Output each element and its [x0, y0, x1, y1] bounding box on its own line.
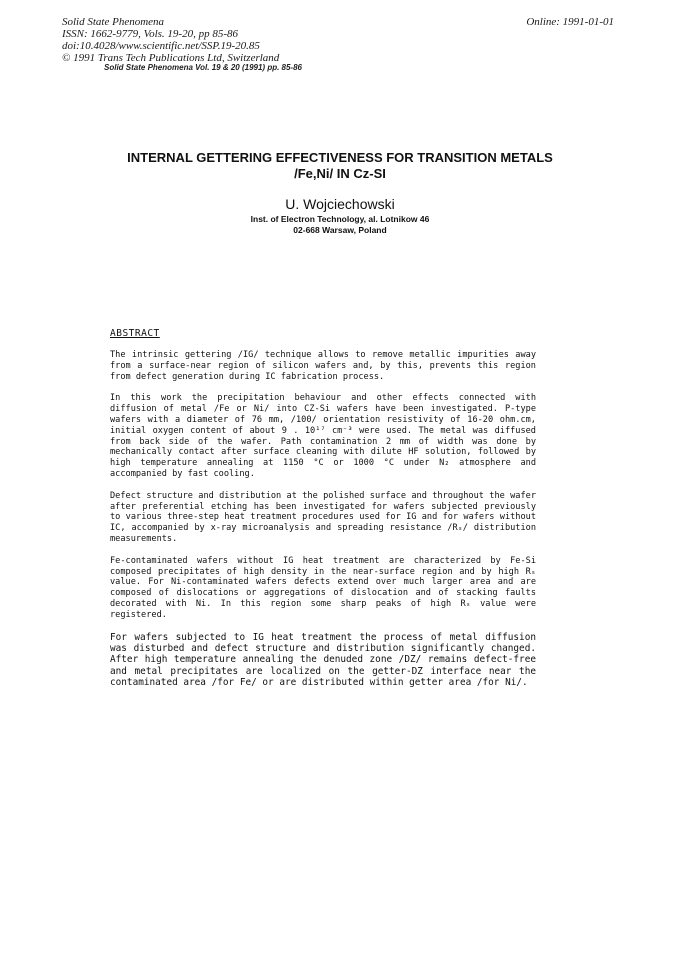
abstract-paragraph: For wafers subjected to IG heat treatment the process of metal diffusion was disturbed and defect structure and distribution significantly changed. After high temperature annealing the denuded zone /DZ/ remains defect-free and metal precipitates are localized on the getter-DZ interface near the contaminated area /for Fe/ or are distributed within getter area /for Ni/. — [110, 631, 536, 689]
title-line-2: /Fe,Ni/ IN Cz-SI — [294, 166, 386, 181]
online-date: Online: 1991-01-01 — [526, 16, 614, 28]
journal-running-header: Solid State Phenomena Vol. 19 & 20 (1991) pp. 85-86 — [104, 63, 302, 72]
issn-line: ISSN: 1662-9779, Vols. 19-20, pp 85-86 — [62, 28, 238, 40]
abstract-paragraph: Defect structure and distribution at the polished surface and throughout the wafer after preferential etching has been investigated for wafers subjected previously to various three-step heat treatment procedures used for IG and for wafers without IC, accompanied by x-ray microanalysis and spreading resistance /Rₛ/ distribution measurements. — [110, 490, 536, 544]
abstract-paragraph: The intrinsic gettering /IG/ technique allows to remove metallic impurities away from a surface-near region of silicon wafers and, by this, prevents this region from defect generation during IC fabrication process. — [110, 350, 536, 382]
abstract-body — [110, 350, 536, 700]
title-line-1: INTERNAL GETTERING EFFECTIVENESS FOR TRANSITION METALS — [127, 150, 553, 165]
affiliation-line-1: Inst. of Electron Technology, al. Lotnikow 46 — [250, 214, 430, 224]
journal-name: Solid State Phenomena — [62, 16, 165, 28]
publication-metadata — [62, 16, 279, 64]
abstract-paragraph: In this work the precipitation behaviour and other effects connected with diffusion of metal /Fe or Ni/ into CZ-Si wafers have been investigated. P-type wafers with a diameter of 76 mm, /100/ orientation resistivity of 16-20 ohm.cm, initial oxygen content of about 9 . 10¹⁷ cm⁻³ were used. The metal was diffused from back side of the wafer. Path contamination 2 mm of width was done by mechanically contact after surface cleaning with dilute HF solution, followed by high temperature annealing at 1150 °C or 1000 °C under N₂ atmosphere and accompanied by fast cooling. — [110, 393, 536, 479]
abstract-paragraph: Fe-contaminated wafers without IG heat treatment are characterized by Fe-Si composed precipitates of high density in the near-surface region and by high Rₛ value. For Ni-contaminated wafers defects extend over much larger area and are composed of dislocations or aggregations of dislocation and of stacking faults decorated with Ni. In this region some sharp peaks of high Rₛ value were registered. — [110, 555, 536, 620]
paper-title — [100, 150, 580, 182]
doi-link[interactable]: doi:10.4028/www.scientific.net/SSP.19-20.85 — [62, 40, 260, 52]
abstract-heading: ABSTRACT — [110, 328, 160, 339]
affiliation — [100, 214, 580, 236]
copyright-line: © 1991 Trans Tech Publications Ltd, Switzerland — [62, 52, 280, 64]
author-name: U. Wojciechowski — [285, 196, 395, 212]
affiliation-line-2: 02-668 Warsaw, Poland — [293, 225, 387, 235]
